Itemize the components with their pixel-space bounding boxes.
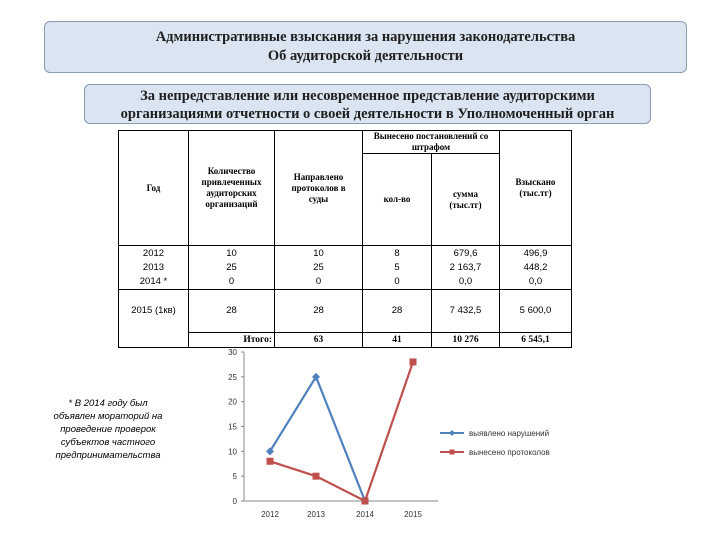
cell-orgs: 0 (228, 275, 235, 287)
legend-marker (450, 450, 455, 455)
cell-count: 0 (394, 275, 400, 287)
data-point (410, 358, 417, 365)
y-tick-label: 25 (228, 372, 237, 382)
header-year: Год (119, 131, 189, 246)
total-count: 41 (363, 333, 432, 348)
cell-sum: 679,6 (453, 247, 478, 259)
legend-label: вынесено протоколов (469, 448, 550, 457)
legend-marker (449, 430, 455, 436)
cell-sum: 0,0 (458, 275, 473, 287)
cell-protocols: 0 (315, 275, 322, 287)
title-line-2: Об аудиторской деятельности (267, 48, 464, 64)
cell-orgs: 25 (226, 261, 237, 273)
cell-protocols: 28 (275, 290, 363, 333)
cell-year: 2012 (142, 247, 165, 259)
header-protocols: Направлено протоколов в суды (275, 131, 363, 246)
header-count: кол-во (363, 154, 432, 246)
total-label: Итого: (189, 333, 275, 348)
cell-sum: 7 432,5 (432, 290, 500, 333)
x-tick-label: 2012 (261, 510, 279, 519)
cell-year: 2015 (1кв) (119, 290, 189, 333)
cell-orgs: 28 (189, 290, 275, 333)
series-line-1 (270, 362, 413, 501)
x-tick-label: 2014 (356, 510, 374, 519)
x-tick-label: 2013 (307, 510, 325, 519)
cell-year: 2013 (142, 261, 165, 273)
y-tick-label: 15 (228, 422, 237, 432)
cell-year: 2014 * (139, 275, 168, 287)
total-collected: 6 545,1 (500, 333, 572, 348)
subtitle-line-1: За непредставление или несовременное представление аудиторскими (140, 88, 595, 104)
x-tick-label: 2015 (404, 510, 422, 519)
cell-protocols: 10 (313, 247, 324, 259)
moratorium-note: * В 2014 году был объявлен мораторий на проведение проверок субъектов частного предпринимательства (53, 398, 163, 461)
y-tick-label: 30 (228, 348, 237, 357)
header-collected: Взыскано (тыс.тг) (500, 131, 572, 246)
y-tick-label: 5 (232, 472, 237, 482)
data-point (267, 458, 274, 465)
legend-label: выявлено нарушений (469, 429, 550, 438)
cell-collected: 448,2 (523, 261, 548, 273)
cell-sum: 2 163,7 (449, 261, 482, 273)
header-sum: сумма (тыс.тг) (432, 154, 500, 246)
title-line-1: Административные взыскания за нарушения законодательства (155, 29, 576, 45)
cell-protocols: 25 (313, 261, 324, 273)
cell-count: 8 (394, 247, 400, 259)
cell-count: 5 (394, 261, 400, 273)
total-sum: 10 276 (432, 333, 500, 348)
data-point (362, 498, 369, 505)
y-tick-label: 0 (232, 497, 237, 506)
y-tick-label: 10 (228, 447, 237, 457)
cell-collected: 496,9 (523, 247, 548, 259)
cell-collected: 0,0 (528, 275, 543, 287)
y-tick-label: 20 (228, 397, 237, 407)
cell-count: 28 (363, 290, 432, 333)
total-protocols: 63 (275, 333, 363, 348)
header-fines-group: Вынесено постановлений со штрафом (363, 131, 500, 154)
cell-collected: 5 600,0 (500, 290, 572, 333)
subtitle-line-2: организациями отчетности о своей деятельности в Уполномоченный орган (120, 106, 615, 122)
data-point (313, 473, 320, 480)
header-orgs: Количество привлеченных аудиторских организаций (189, 131, 275, 246)
series-line-0 (270, 377, 365, 501)
cell-orgs: 10 (226, 247, 237, 259)
